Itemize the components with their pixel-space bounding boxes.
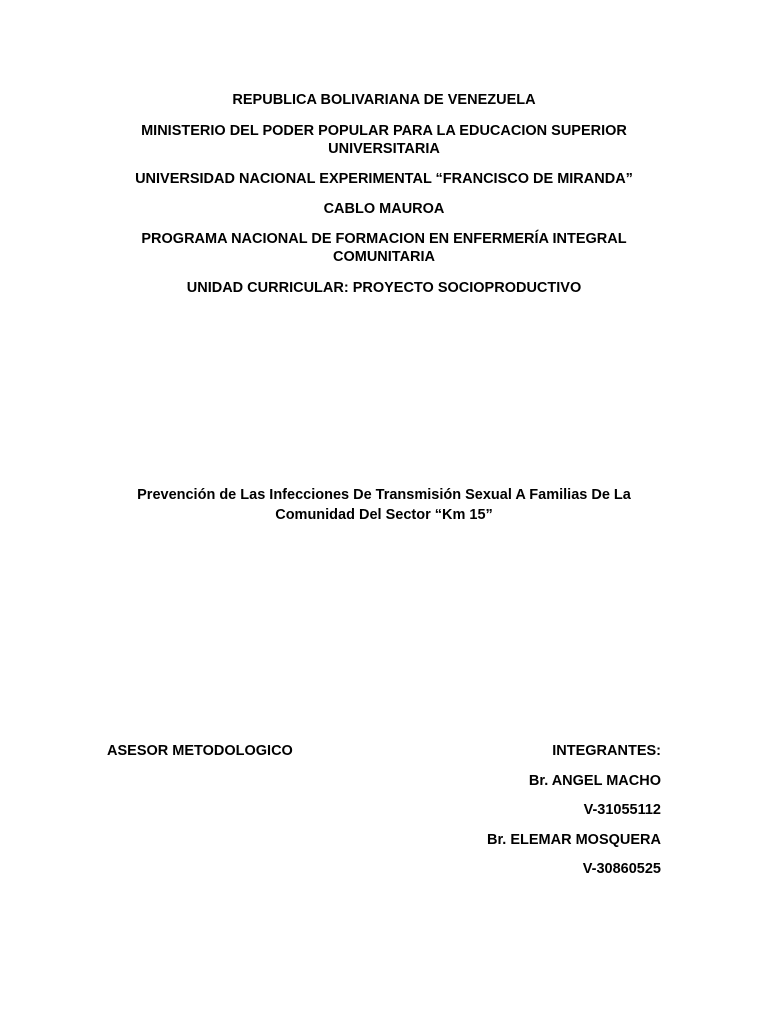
- header-university: UNIVERSIDAD NACIONAL EXPERIMENTAL “FRANCISCO DE MIRANDA”: [135, 171, 633, 187]
- header-curricular-unit: UNIDAD CURRICULAR: PROYECTO SOCIOPRODUCTIVO: [186, 280, 582, 296]
- members-label: INTEGRANTES:: [552, 743, 661, 759]
- header-program: PROGRAMA NACIONAL DE FORMACION EN ENFERMERÍA INTEGRAL COMUNITARIA: [141, 231, 627, 265]
- member-id: V-30860525: [582, 861, 661, 877]
- member-id: V-31055112: [583, 802, 661, 818]
- member-name: Br. ANGEL MACHO: [528, 772, 661, 789]
- member-name: Br. ELEMAR MOSQUERA: [486, 831, 661, 848]
- project-title: Prevención de Las Infecciones De Transmisión Sexual A Familias De La Comunidad Del Sector “Km 15”: [137, 487, 631, 523]
- header-ministry: MINISTERIO DEL PODER POPULAR PARA LA EDUCACION SUPERIOR UNIVERSITARIA: [141, 123, 627, 157]
- header-campus: CABLO MAUROA: [323, 201, 445, 217]
- header-country: REPUBLICA BOLIVARIANA DE VENEZUELA: [232, 92, 536, 108]
- members-list: [487, 742, 661, 890]
- advisor-label: ASESOR METODOLOGICO: [107, 743, 293, 759]
